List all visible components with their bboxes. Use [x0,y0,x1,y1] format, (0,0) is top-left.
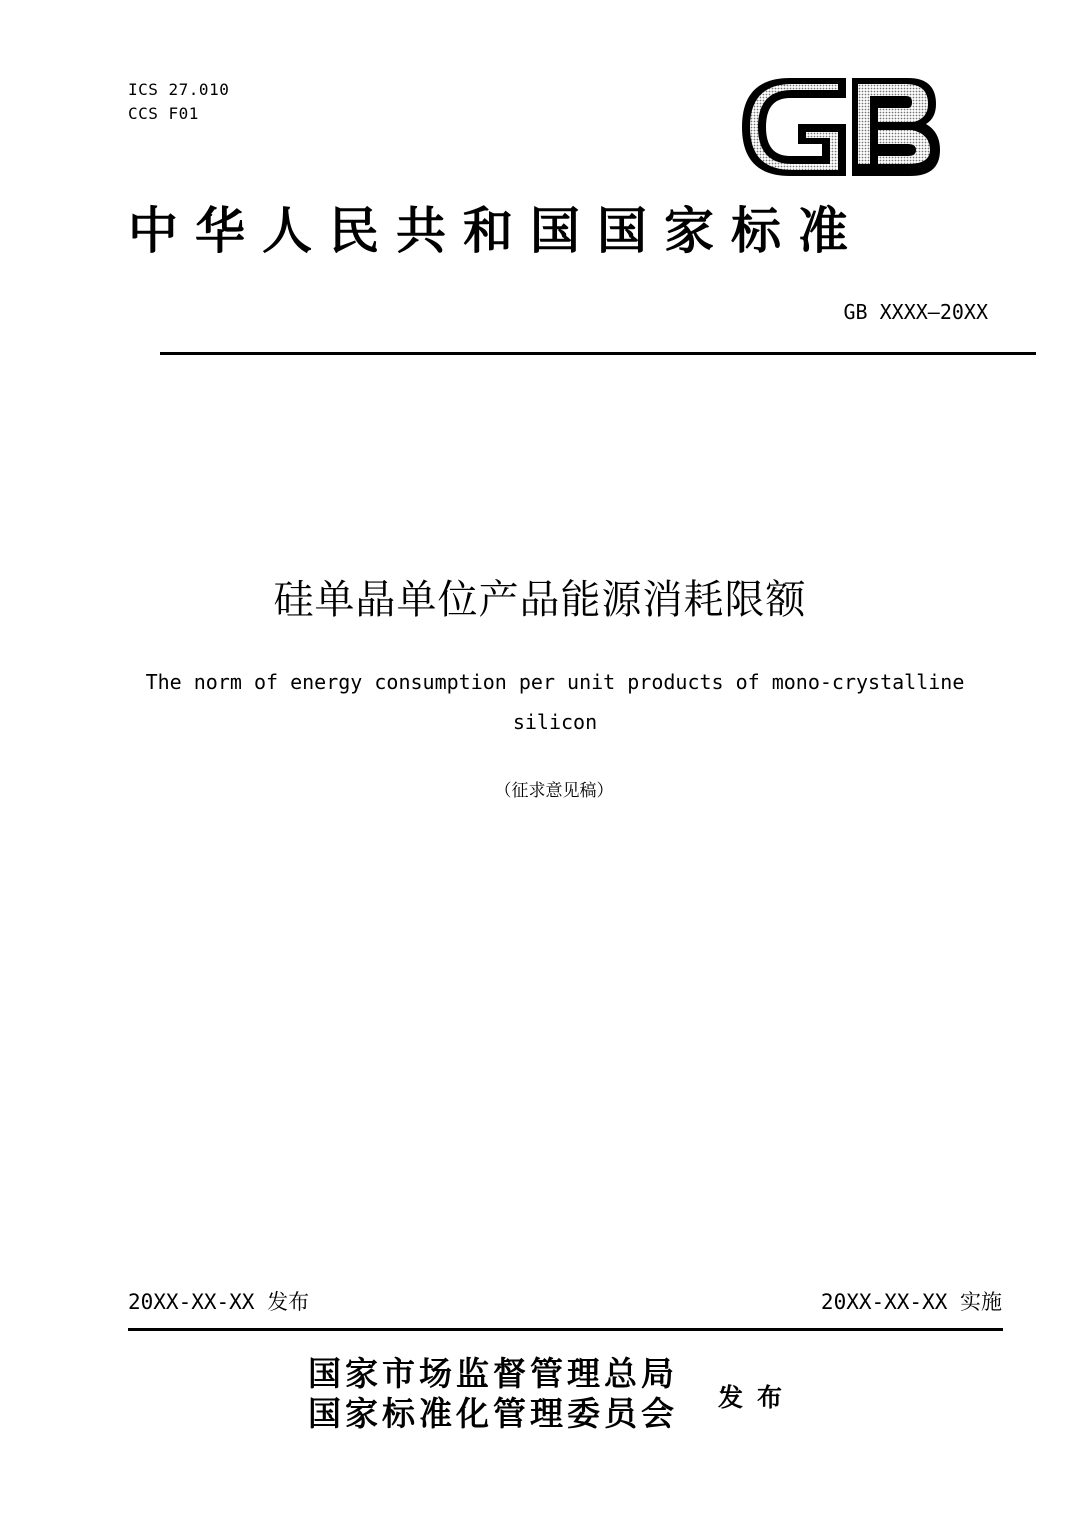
ics-code: ICS 27.010 [128,80,230,99]
document-title-en: The norm of energy consumption per unit products of mono-crystalline silicon [145,670,965,734]
national-standard-title: 中华人民共和国国家标准 [128,201,865,260]
header-divider [160,352,1036,355]
issuer-sac: 国家标准化管理委员会 [308,1394,678,1433]
gb-logo-icon [738,72,944,182]
issuing-authorities [308,1354,678,1434]
classification-codes [128,78,229,126]
footer-divider [128,1328,1003,1331]
draft-status: （征求意见稿） [494,781,614,801]
issuer-samr: 国家市场监督管理总局 [308,1354,678,1393]
document-title-cn: 硅单晶单位产品能源消耗限额 [273,577,807,623]
standard-number: GB XXXX—20XX [843,300,988,324]
ccs-code: CCS F01 [128,104,199,123]
publish-date: 20XX-XX-XX 发布 [128,1290,310,1314]
issue-label: 发布 [718,1383,797,1412]
implement-date: 20XX-XX-XX 实施 [820,1290,1002,1314]
